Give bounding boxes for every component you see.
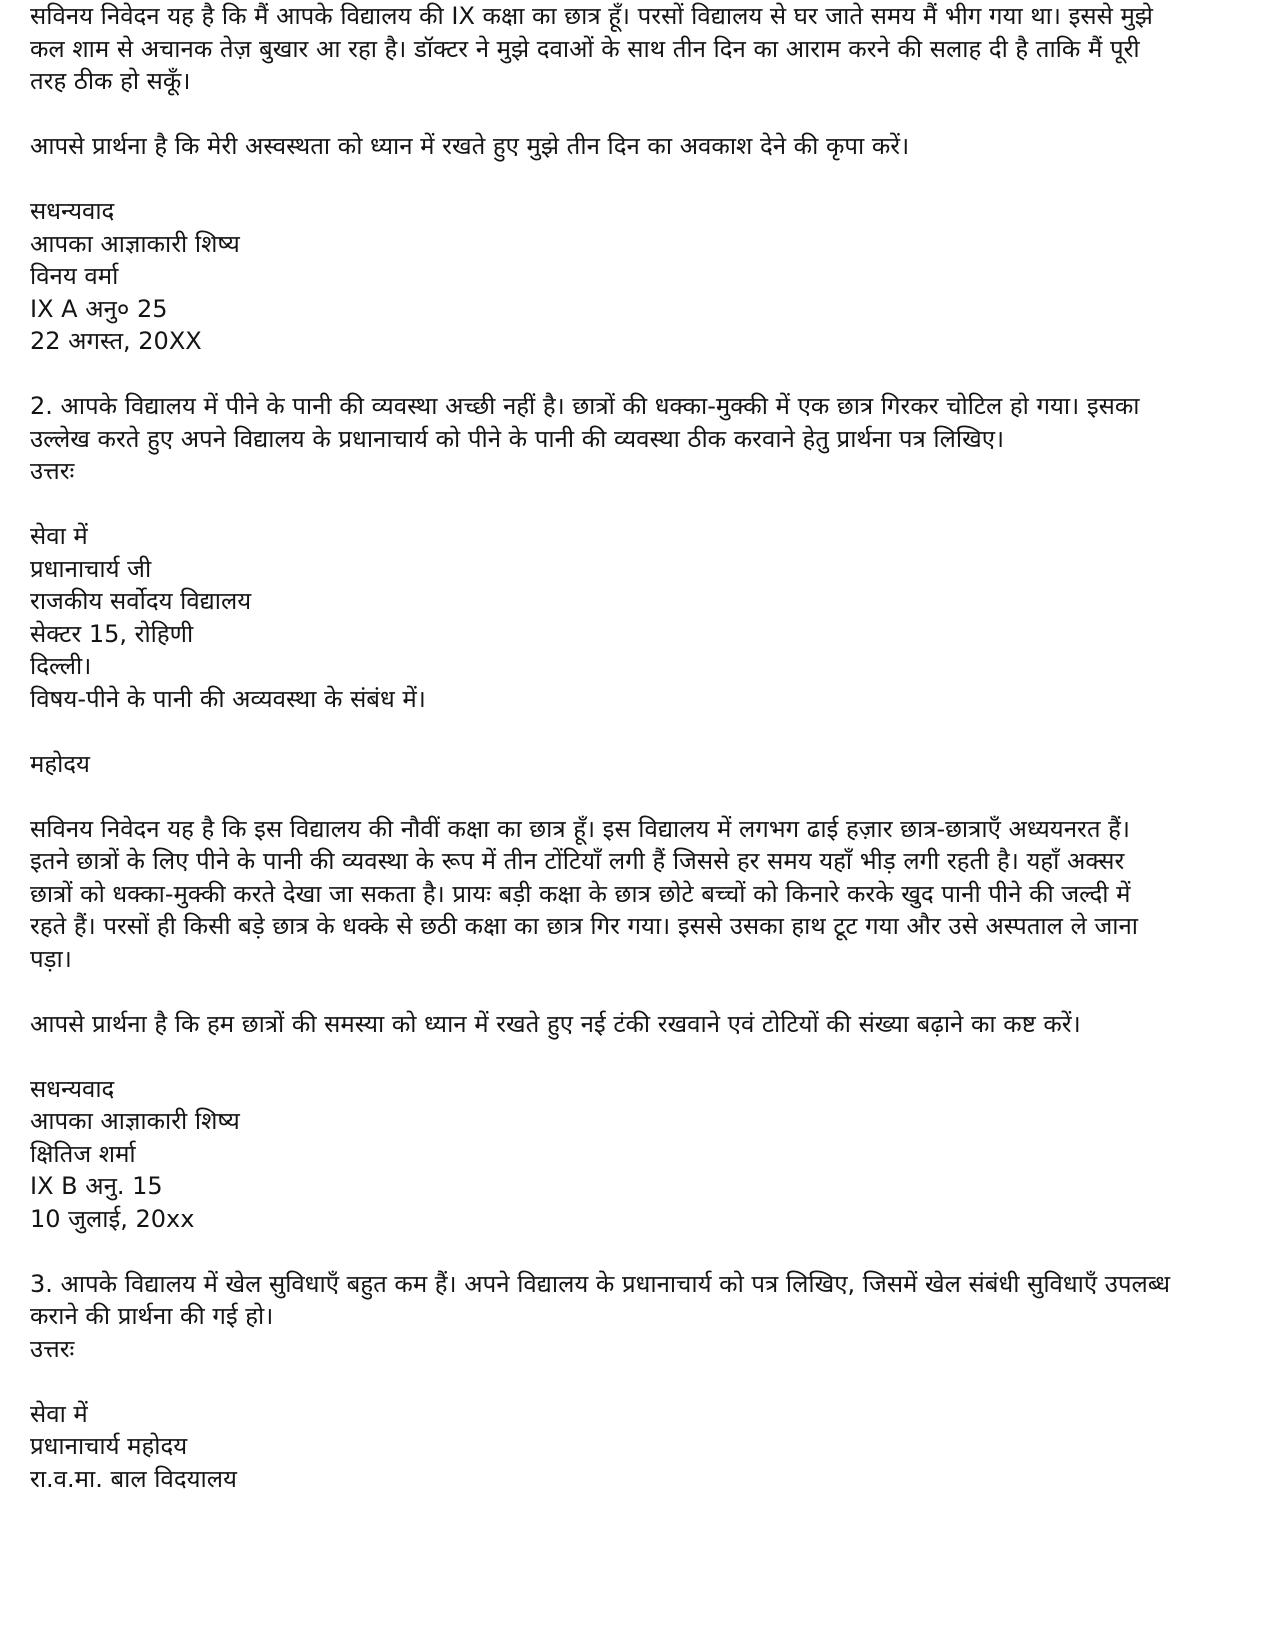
address-line: सेवा में	[30, 1399, 88, 1428]
answer-label: उत्तरः	[30, 1334, 75, 1363]
sign-off-name: क्षितिज शर्मा	[30, 1139, 136, 1168]
body-line: तरह ठीक हो सकूँ।	[30, 67, 191, 95]
body-line: इतने छात्रों के लिए पीने के पानी की व्यवस्था के रूप में तीन टोंटियाँ लगी हैं जिससे हर समय यहाँ भीड़ लगी रहती है। यहाँ अक्सर	[30, 847, 1125, 875]
sign-off-date: 22 अगस्त, 20XX	[30, 327, 202, 355]
document-page	[30, 0, 1245, 1495]
address-line: प्रधानाचार्य महोदय	[30, 1432, 188, 1460]
question-3	[30, 1268, 1245, 1366]
question-line: 2. आपके विद्यालय में पीने के पानी की व्यवस्था अच्छी नहीं है। छात्रों की धक्का-मुक्की में एक छात्र गिरकर चोटिल हो गया। इसका	[30, 392, 1140, 420]
body-line: रहते हैं। परसों ही किसी बड़े छात्र के धक्के से छठी कक्षा का छात्र गिर गया। इससे उसका हाथ टूट गया और उसे अस्पताल ले जाना	[30, 912, 1138, 940]
letter1-sign-off	[30, 195, 1245, 358]
letter3-address	[30, 1398, 1245, 1496]
address-line: प्रधानाचार्य जी	[30, 554, 152, 583]
sign-off-class-roll: IX A अनु० 25	[30, 294, 168, 323]
sign-off-name: विनय वर्मा	[30, 262, 119, 290]
sign-off-date: 10 जुलाई, 20xx	[30, 1204, 195, 1233]
body-line: सविनय निवेदन यह है कि इस विद्यालय की नौवीं कक्षा का छात्र हूँ। इस विद्यालय में लगभग ढाई हज़ार छात्र-छात्राएँ अध्ययनरत हैं।	[30, 814, 1130, 843]
body-line: छात्रों को धक्का-मुक्की करते देखा जा सकता है। प्रायः बड़ी कक्षा के छात्र छोटे बच्चों को किनारे करके खुद पानी पीने की जल्दी में	[30, 879, 1131, 908]
body-line: सविनय निवेदन यह है कि मैं आपके विद्यालय की IX कक्षा का छात्र हूँ। परसों विद्यालय से घर जाते समय मैं भीग गया था। इससे मुझे	[30, 2, 1153, 30]
sign-off-thanks: सधन्यवाद	[30, 197, 115, 225]
letter1-request: आपसे प्रार्थना है कि मेरी अस्वस्थता को ध्यान में रखते हुए मुझे तीन दिन का अवकाश देने की कृपा करें।	[30, 132, 910, 160]
letter2-body	[30, 813, 1245, 976]
address-line: सेवा में	[30, 522, 88, 550]
sign-off-thanks: सधन्यवाद	[30, 1074, 115, 1103]
letter2-salutation: महोदय	[30, 749, 90, 778]
question-line: 3. आपके विद्यालय में खेल सुविधाएँ बहुत कम हैं। अपने विद्यालय के प्रधानाचार्य को पत्र लिखिए, जिसमें खेल संबंधी सुविधाएँ उपलब्ध	[30, 1269, 1171, 1298]
sign-off-closing: आपका आज्ञाकारी शिष्य	[30, 1107, 240, 1135]
question-2	[30, 390, 1245, 488]
address-line: सेक्टर 15, रोहिणी	[30, 619, 194, 648]
answer-label: उत्तरः	[30, 457, 75, 485]
sign-off-closing: आपका आज्ञाकारी शिष्य	[30, 229, 240, 258]
body-line: कल शाम से अचानक तेज़ बुखार आ रहा है। डॉक्टर ने मुझे दवाओं के साथ तीन दिन का आराम करने की सलाह दी है ताकि मैं पूरी	[30, 34, 1140, 63]
letter2-address	[30, 520, 1245, 715]
address-line: दिल्ली।	[30, 652, 92, 680]
address-line: राजकीय सर्वोदय विद्यालय	[30, 587, 252, 615]
body-line: पड़ा।	[30, 944, 72, 973]
sign-off-class-roll: IX B अनु. 15	[30, 1172, 163, 1200]
question-line: कराने की प्रार्थना की गई हो।	[30, 1302, 274, 1330]
subject-line: विषय-पीने के पानी की अव्यवस्था के संबंध में।	[30, 684, 426, 713]
letter1-body	[30, 0, 1245, 98]
letter2-sign-off	[30, 1073, 1245, 1236]
address-line: रा.व.मा. बाल विदयालय	[30, 1464, 237, 1493]
question-line: उल्लेख करते हुए अपने विद्यालय के प्रधानाचार्य को पीने के पानी की व्यवस्था ठीक करवाने हेतु प्रार्थना पत्र लिखिए।	[30, 424, 1005, 453]
letter2-request: आपसे प्रार्थना है कि हम छात्रों की समस्या को ध्यान में रखते हुए नई टंकी रखवाने एवं टोटियों की संख्या बढ़ाने का कष्ट करें।	[30, 1009, 1081, 1038]
